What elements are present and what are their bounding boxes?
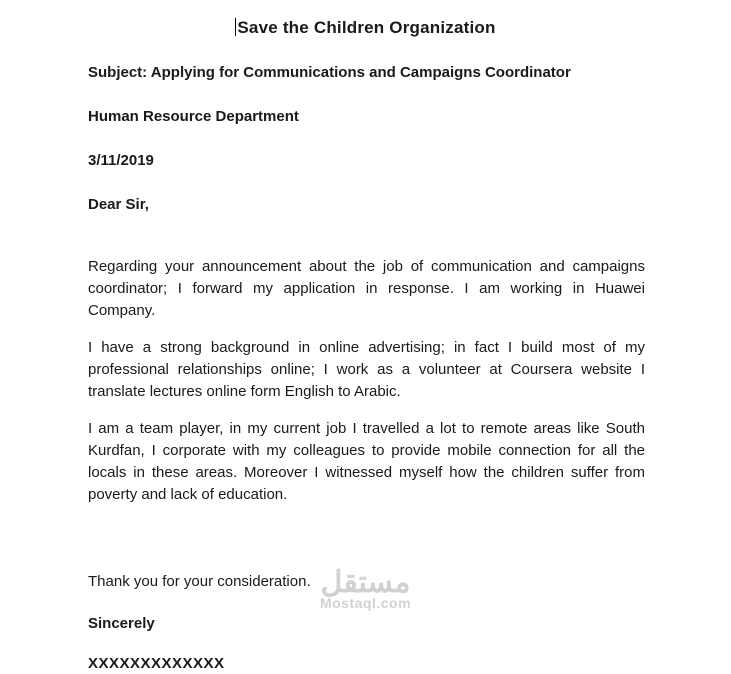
paragraph-3: I am a team player, in my current job I travelled a lot to remote areas like South Kurdfan, I corporate with my colleagues to provide mobile connection for all the locals in these areas. Moreover I witnessed myself how the children suffer from poverty and lack of education. [88, 420, 645, 503]
date-line: 3/11/2019 [88, 152, 154, 169]
department-line: Human Resource Department [88, 108, 299, 125]
document-title [0, 0, 731, 38]
signoff-line: Sincerely [88, 615, 155, 632]
closing-line: Thank you for your consideration. [88, 573, 311, 590]
document-title-text: Save the Children Organization [237, 18, 496, 37]
paragraph-2: I have a strong background in online advertising; in fact I build most of my professional relationships online; I work as a volunteer at Coursera website I translate lectures online form English to Arabic. [88, 339, 645, 400]
salutation-line: Dear Sir, [88, 196, 149, 213]
watermark-arabic-text: مستقل [320, 566, 411, 599]
watermark-latin-text: Mostaql.com [319, 595, 412, 611]
document-body [88, 63, 645, 674]
subject-line: Subject: Applying for Communications and Campaigns Coordinator [88, 64, 571, 81]
paragraph-1: Regarding your announcement about the job of communication and campaigns coordinator; I forward my application in response. I am working in Huawei Company. [88, 258, 645, 319]
signature-line: XXXXXXXXXXXXX [88, 655, 225, 672]
